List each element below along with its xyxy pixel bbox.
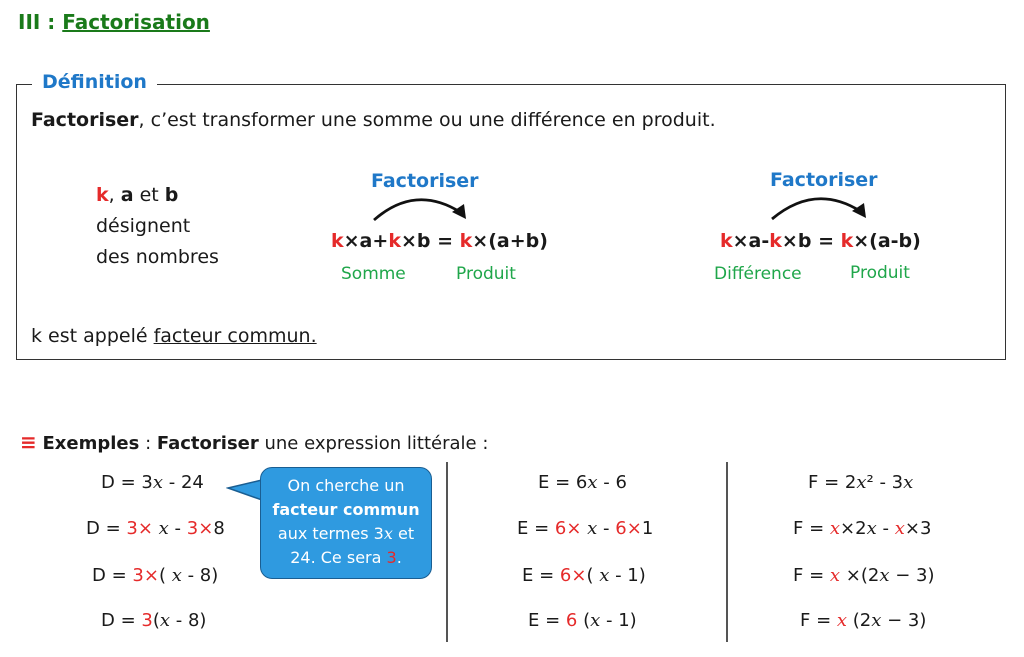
example-d-line3: D = 3×( x - 8) — [92, 565, 219, 586]
example-e-line1: E = 6x - 6 — [538, 472, 627, 493]
variables-note: k, a et b désignent des nombres — [96, 184, 219, 268]
example-f-line4: F = x (2x − 3) — [800, 610, 927, 631]
example-e-line3: E = 6×( x - 1) — [522, 565, 646, 586]
diagram2-left-word: Différence — [714, 264, 802, 284]
section-title — [18, 10, 210, 34]
example-f-line3: F = x ×(2x − 3) — [793, 565, 935, 586]
diagram2-right-word: Produit — [850, 263, 910, 283]
hint-bubble-text: On cherche un facteur commun aux termes 3x et 24. Ce sera 3. — [272, 476, 420, 567]
diagram1-right-word: Produit — [456, 264, 516, 284]
example-e-line4: E = 6 (x - 1) — [528, 610, 637, 631]
common-factor-note: k est appelé facteur commun. — [31, 325, 317, 347]
examples-heading: ≡ Exemples : Factoriser une expression littérale : — [20, 430, 489, 454]
column-divider — [446, 462, 448, 642]
section-title-text: Factorisation — [62, 10, 210, 34]
diagram1-left-word: Somme — [341, 264, 406, 284]
example-d-line4: D = 3(x - 8) — [101, 610, 207, 631]
example-d-line1: D = 3x - 24 — [101, 472, 204, 493]
example-e-line2: E = 6× x - 6×1 — [517, 518, 654, 539]
example-f-line1: F = 2x² - 3x — [808, 472, 914, 493]
bullet-icon: ≡ — [20, 430, 37, 454]
column-divider — [726, 462, 728, 642]
diagram1-equation: k×a+k×b = k×(a+b) — [331, 230, 548, 252]
definition-sentence: Factoriser, c’est transformer une somme ou une différence en produit. — [31, 109, 716, 131]
section-number: III : — [18, 10, 56, 34]
diagram1-arrow-icon — [360, 190, 480, 230]
diagram2-equation: k×a-k×b = k×(a-b) — [720, 230, 921, 252]
diagram1-label: Factoriser — [371, 170, 479, 192]
diagram2-arrow-icon — [760, 189, 880, 229]
diagram2-label: Factoriser — [770, 169, 878, 191]
definition-legend: Définition — [32, 71, 157, 93]
example-d-line2: D = 3× x - 3×8 — [86, 518, 225, 539]
example-f-line2: F = x×2x - x×3 — [793, 518, 932, 539]
